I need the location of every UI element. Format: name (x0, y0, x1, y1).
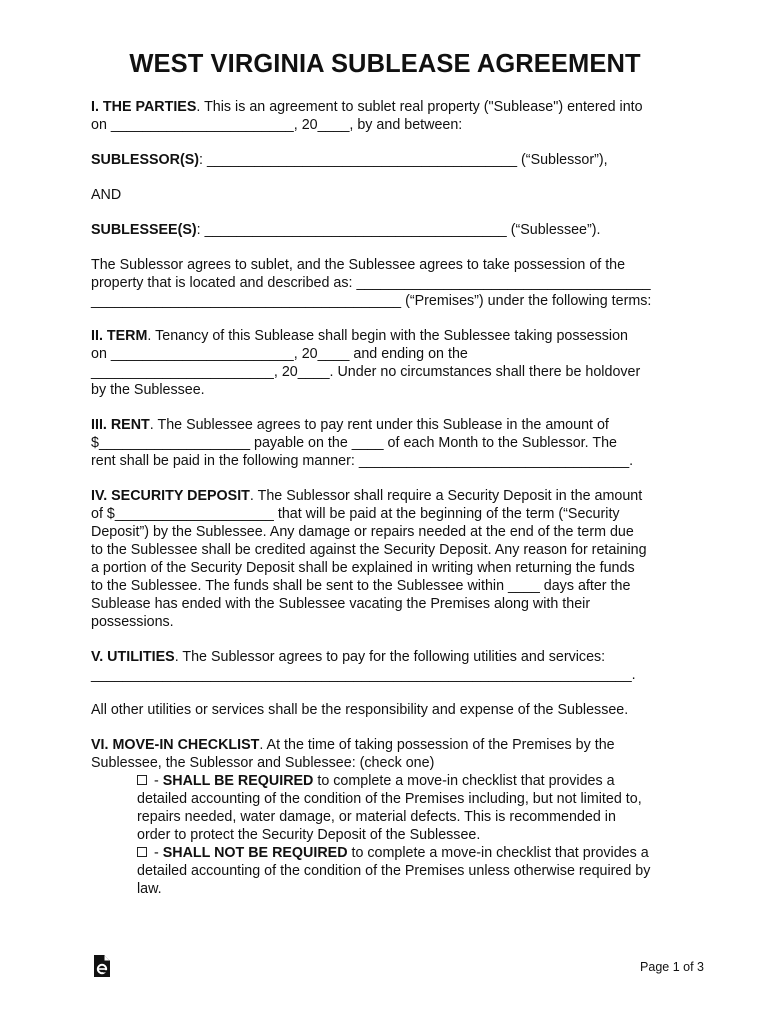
eforms-logo-icon (92, 954, 112, 978)
checklist-option-not-required: - SHALL NOT BE REQUIRED to complete a move-in checklist that provides a (91, 844, 691, 862)
section-security-deposit: IV. SECURITY DEPOSIT. The Sublessor shall require a Security Deposit in the amount of $____________________ that will be paid at the beginning of the term (“Security Deposit”) by the Sublessee. Any damage or repairs needed at the end of the term due to the Sublessee shall be credited against the Security Deposit. Any reason for retaining a portion of the Security Deposit shall be explained in writing when returning the funds to the Sublessee. The funds shall be sent to the Sublessee within ____ days after the Sublease has ended with the Sublessee vacating the Premises along with their possessions. (91, 488, 647, 630)
section-text: on _______________________, 20____, by and between: (91, 117, 463, 133)
section-parties (91, 98, 691, 134)
sublessor-blank: : _______________________________________ (“Sublessor”), (199, 152, 608, 168)
section-heading: III. RENT (91, 417, 150, 433)
section-text: . This is an agreement to sublet real property ("Sublease") entered into (196, 99, 643, 115)
eforms-logo-icon (92, 954, 112, 978)
checklist-option-required: - SHALL BE REQUIRED to complete a move-in checklist that provides a (91, 772, 691, 790)
document-body (91, 98, 691, 915)
document-title: WEST VIRGINIA SUBLEASE AGREEMENT (129, 50, 641, 78)
section-heading: VI. MOVE-IN CHECKLIST (91, 737, 260, 753)
section-rent: III. RENT. The Sublessee agrees to pay rent under this Sublease in the amount of $___________________ payable on the ____ of each Month to the Sublessor. The rent shall be paid in the following manner: __________________________________. (91, 417, 634, 469)
section-heading: I. THE PARTIES (91, 99, 197, 115)
sublessor-label: SUBLESSOR(S) (91, 152, 200, 168)
section-heading: IV. SECURITY DEPOSIT (91, 488, 250, 504)
sublessor-line (91, 151, 691, 169)
section-heading: II. TERM (91, 328, 148, 344)
section-utilities: V. UTILITIES. The Sublessor agrees to pay for the following utilities and services: ____________________________________________________________________. (91, 649, 636, 683)
and-text: AND (91, 187, 122, 203)
checkbox-required[interactable] (137, 775, 147, 785)
other-utilities-text: All other utilities or services shall be the responsibility and expense of the Sublessee. (91, 702, 629, 718)
sublessee-blank: : ______________________________________ (“Sublessee”). (196, 222, 601, 238)
premises-paragraph: The Sublessor agrees to sublet, and the Sublessee agrees to take possession of the property that is located and described as: _____________________________________ _______________________________________ (“Premises”) under the following terms: (91, 257, 652, 309)
sublessee-line (91, 221, 691, 239)
section-term: II. TERM. Tenancy of this Sublease shall begin with the Sublessee taking possession on _______________________, 20____ and ending on the _______________________, 20____. Under no circumstances shall there be holdover by the Sublessee. (91, 328, 641, 398)
section-move-in-checklist: VI. MOVE-IN CHECKLIST. At the time of taking possession of the Premises by the Sublessee, the Sublessor and Sublessee: (check one) - SHALL BE REQUIRED to complete a move-in checklist that provides a detailed accounting of the condition of the Premises including, but not limited to, repairs needed, water damage, or material defects. This is recommended in order to protect the Security Deposit of the Sublessee. - SHALL NOT BE REQUIRED to complete a move-in checklist that provides a detailed accounting of the condition of the Premises unless otherwise required by law. (91, 736, 691, 898)
section-heading: V. UTILITIES (91, 649, 175, 665)
sublessee-label: SUBLESSEE(S) (91, 222, 197, 238)
checkbox-not-required[interactable] (137, 847, 147, 857)
page-number: Page 1 of 3 (640, 960, 704, 974)
